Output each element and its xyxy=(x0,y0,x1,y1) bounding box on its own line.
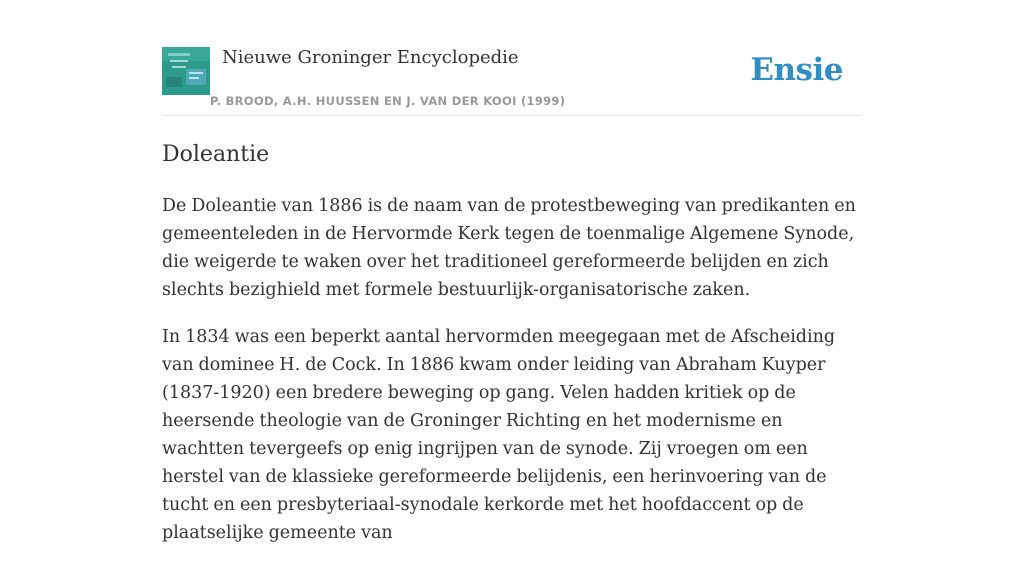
book-cover-icon xyxy=(162,47,210,95)
article-body xyxy=(162,192,864,566)
article-paragraph: De Doleantie van 1886 is de naam van de protestbeweging van predikanten en gemeenteleden in de Hervormde Kerk tegen de toenmalige Algemene Synode, die weigerde te waken over het traditioneel gereformeerde belijden en zich slechts bezighield met formele bestuurlijk-organisatorische zaken. xyxy=(162,196,856,300)
ensie-logo[interactable]: Ensie xyxy=(750,52,843,88)
article-paragraph: In 1834 was een beperkt aantal hervormden meegegaan met de Afscheiding van dominee H. de Cock. In 1886 kwam onder leiding van Abraham Kuyper (1837-1920) een bredere beweging op gang. Velen hadden kritiek op de heersende theologie van de Groninger Richting en het modernisme en wachtten tevergeefs op enig ingrijpen van de synode. Zij vroegen om een herstel van de klassieke gereformeerde belijdenis, een herinvoering van de tucht en een presbyteriaal-synodale kerkorde met het hoofdaccent op de plaatselijke gemeente van xyxy=(162,327,836,543)
authors-line: P. BROOD, A.H. HUUSSEN EN J. VAN DER KOOI (1999) xyxy=(210,94,566,108)
encyclopedia-title[interactable]: Nieuwe Groninger Encyclopedie xyxy=(222,47,519,68)
lemma-title: Doleantie xyxy=(162,142,270,167)
header-divider xyxy=(162,115,862,116)
avatar[interactable] xyxy=(162,47,210,95)
